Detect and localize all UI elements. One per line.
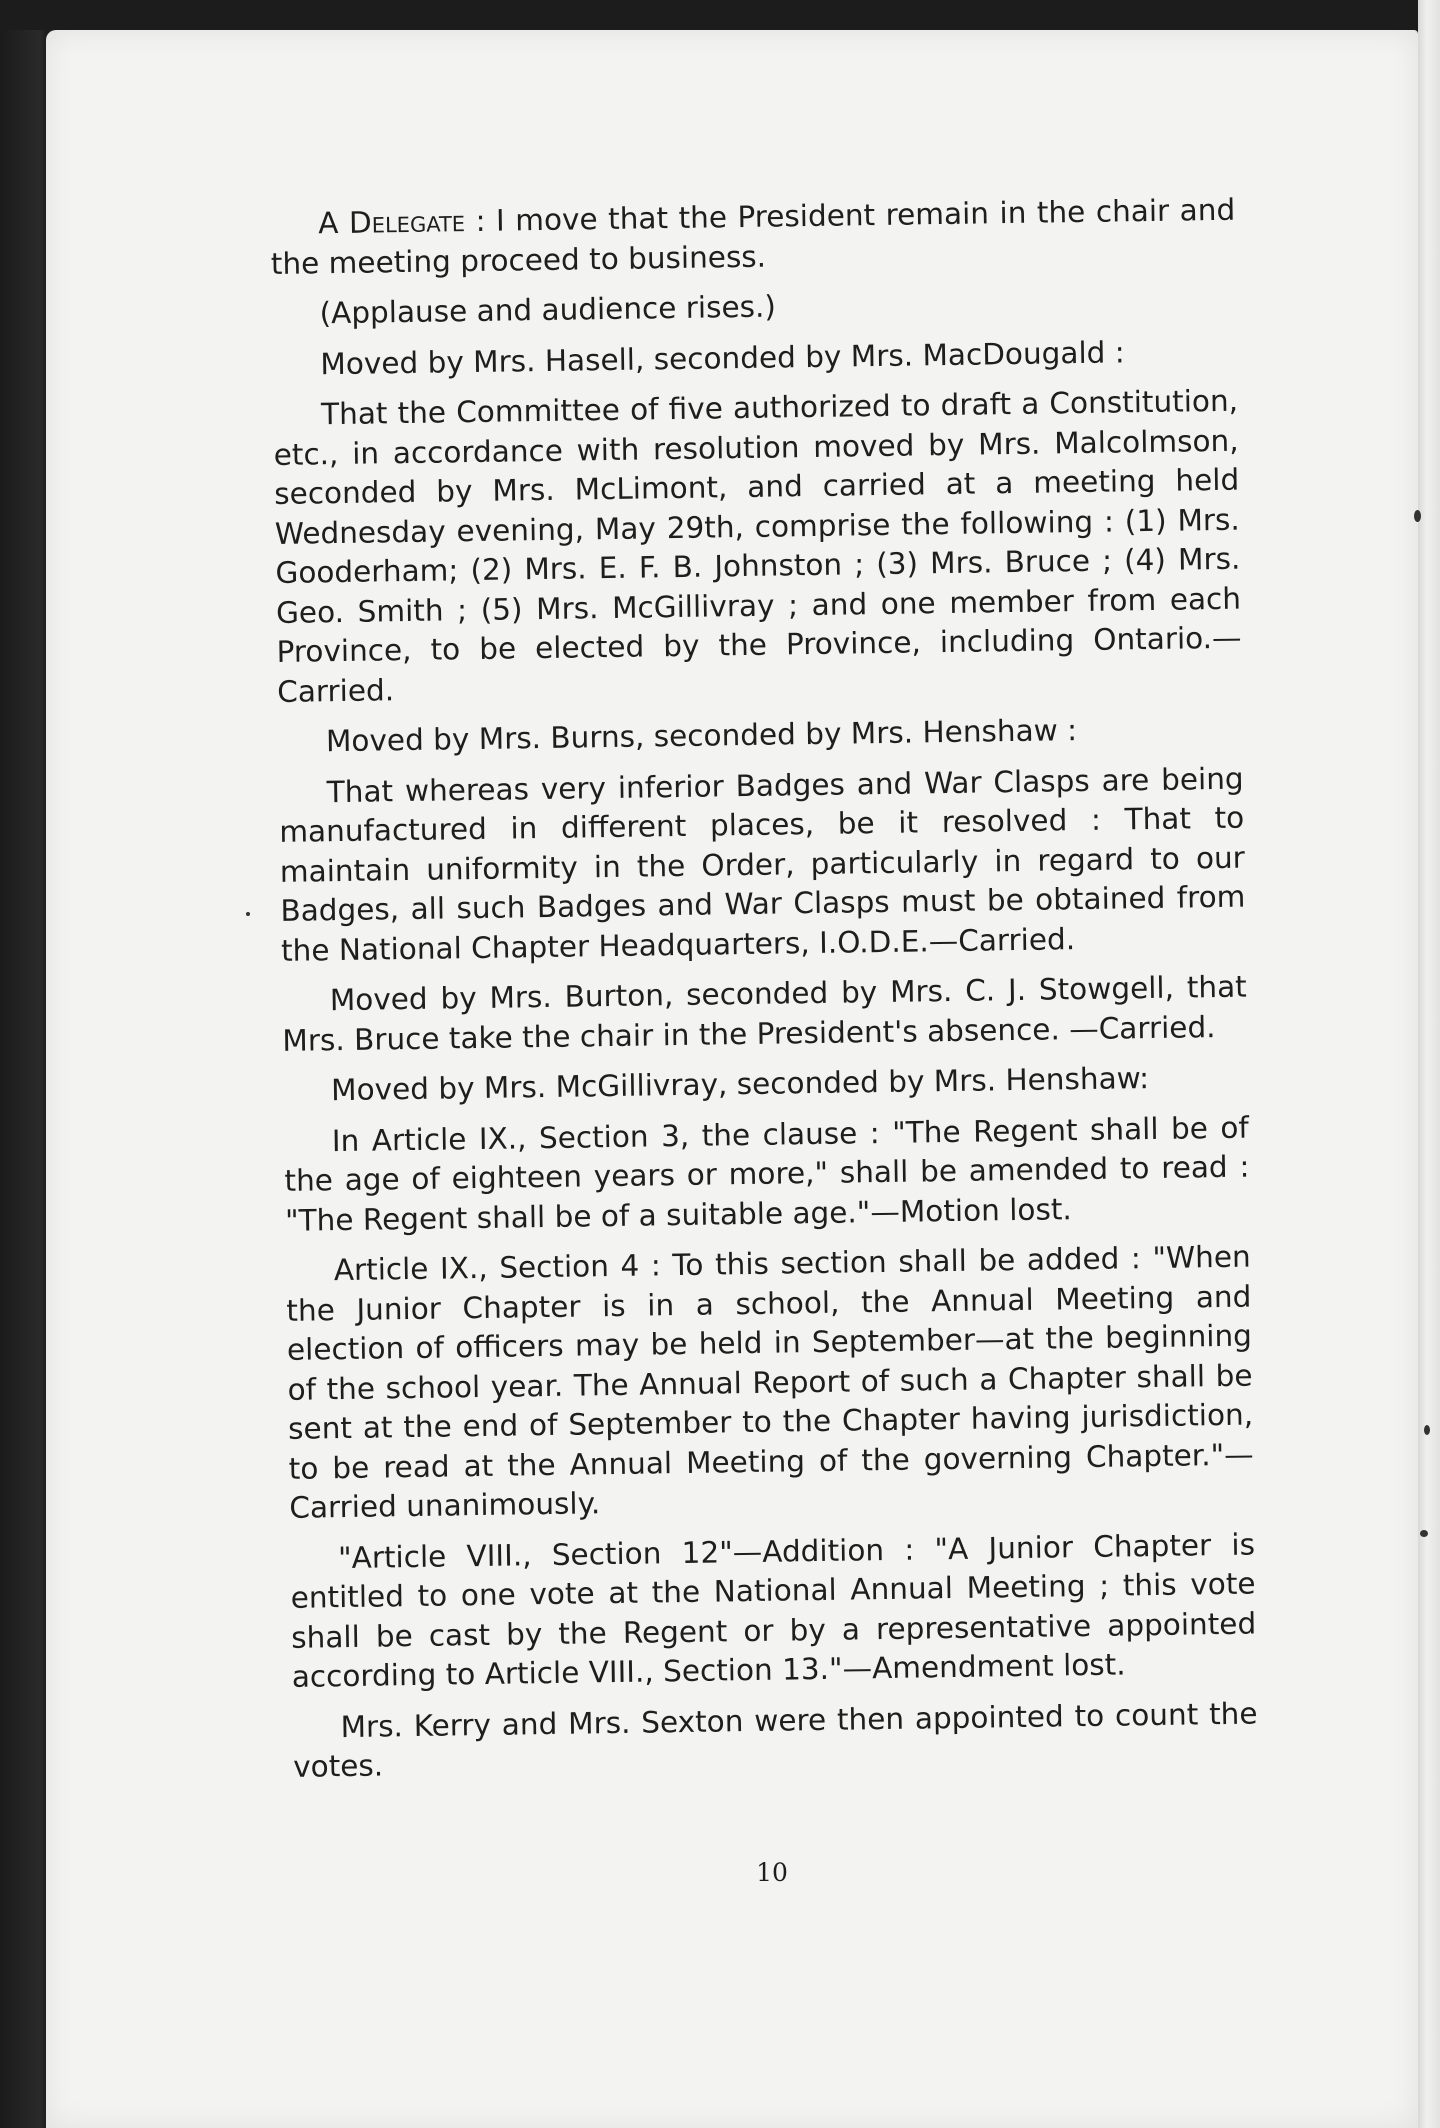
margin-speck: [1420, 1530, 1428, 1537]
speaker-label: A Delegate: [318, 204, 466, 241]
margin-speck: [1414, 510, 1421, 522]
body-text: [270, 191, 1259, 1799]
paragraph-committee-resolution: That the Committee of five authorized to draft a Constitution, etc., in accordance with resolution moved by Mrs. Malcolmson, seconded by Mrs. McLimont, and carried at a meeting held Wednesday evening, May 29th, comprise the following : (1) Mrs. Gooderham; (2) Mrs. E. F. B. Johnston ; (3) Mrs. Bruce ; (4) Mrs. Geo. Smith ; (5) Mrs. McGillivray ; and one member from each Province, to be elected by the Province, including Ontario.—Carried.: [273, 383, 1242, 709]
paragraph-article-viii-section-12: "Article VIII., Section 12"—Addition : "A Junior Chapter is entitled to one vote at the National Annual Meeting ; this vote shall be cast by the Regent or by a representative appointed according to Article VIII., Section 13."—Amendment lost.: [290, 1527, 1257, 1694]
page-edge: [1418, 0, 1440, 2128]
paragraph-moved-burton: Moved by Mrs. Burton, seconded by Mrs. C. J. Stowgell, that Mrs. Bruce take the chair in the President's absence. —Carried.: [282, 969, 1247, 1058]
scan-top-border: [0, 0, 1440, 30]
margin-speck: [246, 912, 250, 916]
paragraph-moved-mcgillivray: Moved by Mrs. McGillivray, seconded by Mrs. Henshaw:: [330, 1061, 1150, 1108]
paragraph-text: : I move that the President remain in the chair and the meeting proceed to business.: [270, 192, 1236, 281]
paragraph-count-votes: Mrs. Kerry and Mrs. Sexton were then appointed to count the votes.: [292, 1696, 1258, 1784]
margin-speck: [1424, 1425, 1430, 1435]
paragraph-delegate-motion: [270, 191, 1236, 284]
paragraph-applause: (Applause and audience rises.): [319, 289, 777, 331]
paragraph-moved-burns: Moved by Mrs. Burns, seconded by Mrs. Henshaw :: [325, 713, 1078, 759]
paragraph-moved-hasell: Moved by Mrs. Hasell, seconded by Mrs. MacDougald :: [320, 334, 1125, 381]
paragraph-article-ix-section-4: Article IX., Section 4 : To this section shall be added : "When the Junior Chapter is in a school, the Annual Meeting and election of officers may be held in September—at the beginning of the school year. The Annual Report of such a Chapter shall be sent at the end of September to the Chapter having jurisdiction, to be read at the Annual Meeting of the governing Chapter."—Carried unanimously.: [286, 1239, 1254, 1525]
paragraph-badges-resolution: That whereas very inferior Badges and War Clasps are being manufactured in different places, be it resolved : That to maintain uniformity in the Order, particularly in regard to our Badges, all such Badges and War Clasps must be obtained from the National Chapter Headquarters, I.O.D.E.—Carried.: [279, 761, 1246, 968]
page-number: 10: [756, 1858, 788, 1887]
paragraph-article-ix-section-3: In Article IX., Section 3, the clause : "The Regent shall be of the age of eighteen years or more," shall be amended to read : "The Regent shall be of a suitable age."—Motion lost.: [284, 1110, 1250, 1238]
